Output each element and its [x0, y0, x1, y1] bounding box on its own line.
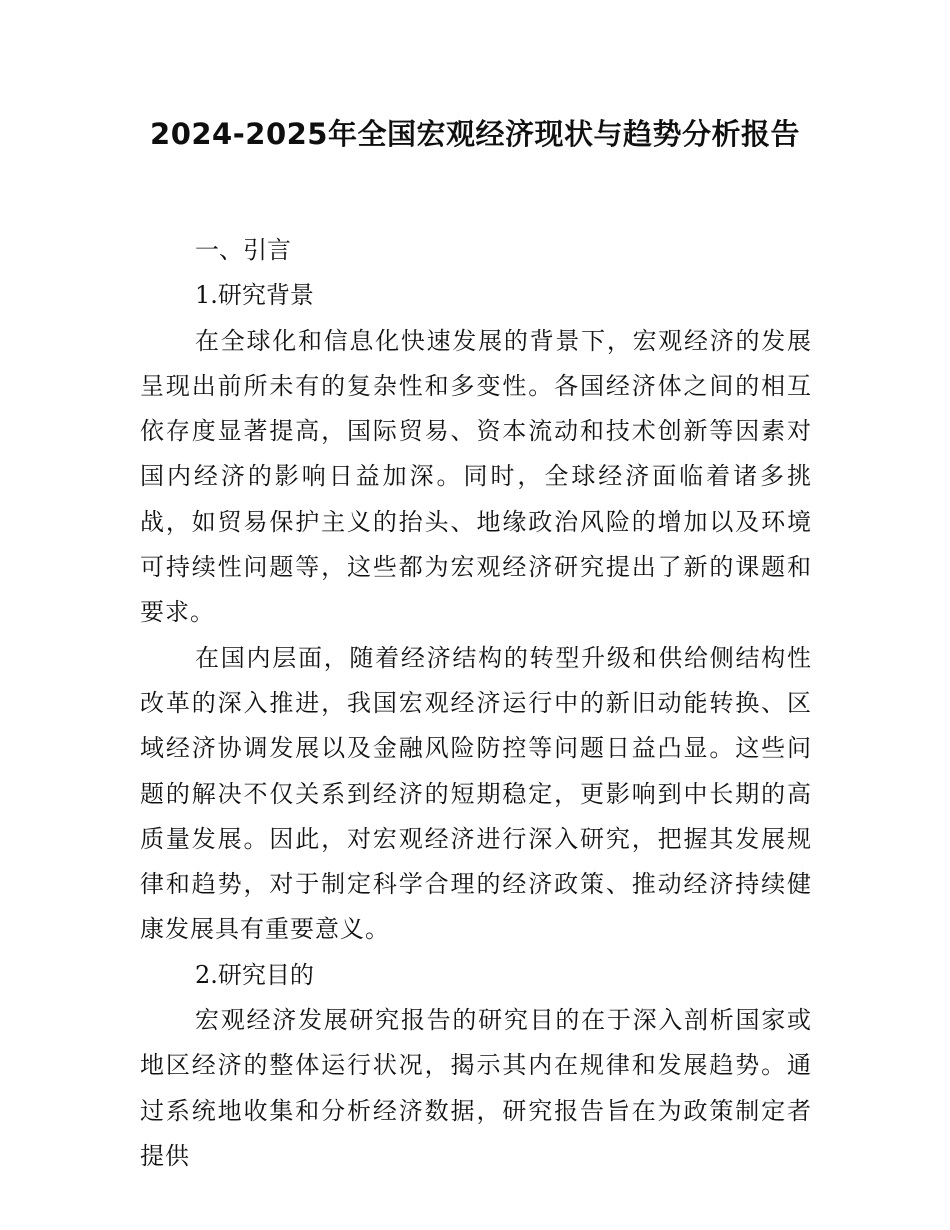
document-body [140, 228, 812, 1179]
document-title: 2024-2025年全国宏观经济现状与趋势分析报告 [150, 117, 800, 151]
section-heading-introduction: 一、引言 [195, 236, 291, 264]
subsection-heading-research-background: 1.研究背景 [195, 281, 314, 310]
paragraph-background-domestic: 在国内层面，随着经济结构的转型升级和供给侧结构性改革的深入推进，我国宏观经济运行中的新旧动能转换、区域经济协调发展以及金融风险防控等问题日益凸显。这些问题的解决不仅关系到经济的短期稳定，更影响到中长期的高质量发展。因此，对宏观经济进行深入研究，把握其发展规律和趋势，对于制定科学合理的经济政策、推动经济持续健康发展具有重要意义。 [140, 643, 812, 944]
subsection-heading-research-purpose: 2.研究目的 [195, 960, 314, 989]
paragraph-purpose: 宏观经济发展研究报告的研究目的在于深入剖析国家或地区经济的整体运行状况，揭示其内在规律和发展趋势。通过系统地收集和分析经济数据，研究报告旨在为政策制定者提供 [140, 1006, 812, 1170]
paragraph-background-global: 在全球化和信息化快速发展的背景下，宏观经济的发展呈现出前所未有的复杂性和多变性。各国经济体之间的相互依存度显著提高，国际贸易、资本流动和技术创新等因素对国内经济的影响日益加深。同时，全球经济面临着诸多挑战，如贸易保护主义的抬头、地缘政治风险的增加以及环境可持续性问题等，这些都为宏观经济研究提出了新的课题和要求。 [140, 326, 812, 627]
